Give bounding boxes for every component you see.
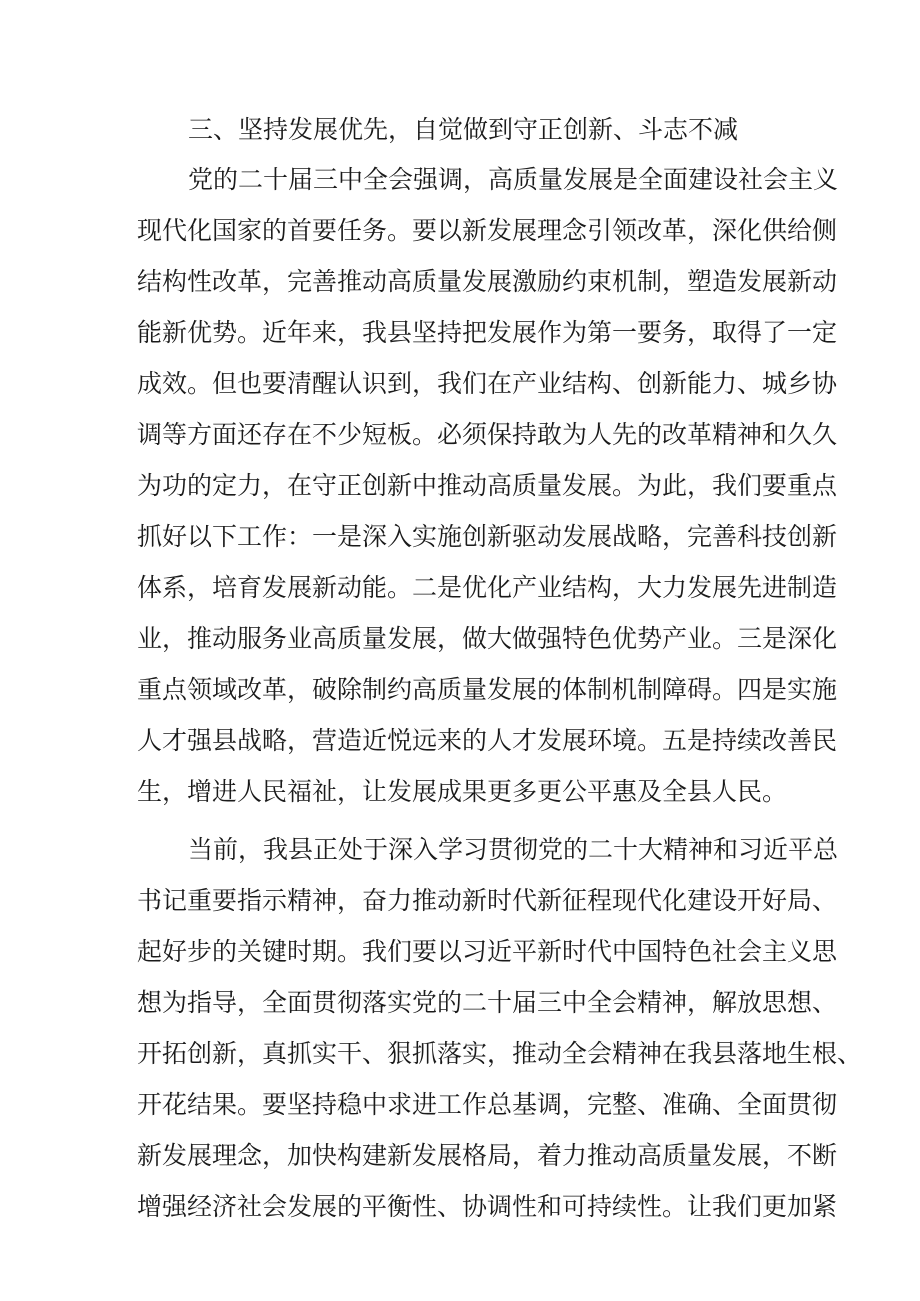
- paragraph-2-line-2: 书记重要指示精神，奋力推动新时代新征程现代化建设开好局、: [137, 886, 838, 915]
- paragraph-1-line-3: 结构性改革，完善推动高质量发展激励约束机制，塑造发展新动: [137, 267, 838, 296]
- paragraph-1-line-10: 业，推动服务业高质量发展，做大做强特色优势产业。三是深化: [137, 624, 838, 653]
- paragraph-1-line-9: 体系，培育发展新动能。二是优化产业结构，大力发展先进制造: [137, 573, 838, 602]
- paragraph-1-line-7: 为功的定力，在守正创新中推动高质量发展。为此，我们要重点: [137, 471, 838, 500]
- paragraph-2-line-3: 起好步的关键时期。我们要以习近平新时代中国特色社会主义思: [137, 937, 838, 966]
- paragraph-1-line-5: 成效。但也要清醒认识到，我们在产业结构、创新能力、城乡协: [137, 369, 838, 398]
- section-heading: 三、坚持发展优先，自觉做到守正创新、斗志不减: [188, 115, 739, 144]
- paragraph-1-line-1: 党的二十届三中全会强调，高质量发展是全面建设社会主义: [188, 165, 839, 194]
- paragraph-1-line-8: 抓好以下工作：一是深入实施创新驱动发展战略，完善科技创新: [137, 522, 838, 551]
- paragraph-2-line-8: 增强经济社会发展的平衡性、协调性和可持续性。让我们更加紧: [137, 1192, 838, 1221]
- paragraph-1-line-11: 重点领域改革，破除制约高质量发展的体制机制障碍。四是实施: [137, 675, 838, 704]
- paragraph-2-line-4: 想为指导，全面贯彻落实党的二十届三中全会精神，解放思想、: [137, 988, 838, 1017]
- paragraph-2-line-6: 开花结果。要坚持稳中求进工作总基调，完整、准确、全面贯彻: [137, 1090, 838, 1119]
- paragraph-1-line-6: 调等方面还存在不少短板。必须保持敢为人先的改革精神和久久: [137, 420, 838, 449]
- paragraph-2-line-5: 开拓创新，真抓实干、狠抓落实，推动全会精神在我县落地生根、: [137, 1039, 863, 1068]
- paragraph-1-line-13: 生，增进人民福祉，让发展成果更多更公平惠及全县人民。: [137, 777, 788, 806]
- paragraph-1-line-4: 能新优势。近年来，我县坚持把发展作为第一要务，取得了一定: [137, 318, 838, 347]
- paragraph-1-line-2: 现代化国家的首要任务。要以新发展理念引领改革，深化供给侧: [137, 216, 838, 245]
- paragraph-2-line-1: 当前，我县正处于深入学习贯彻党的二十大精神和习近平总: [188, 835, 839, 864]
- paragraph-2-line-7: 新发展理念，加快构建新发展格局，着力推动高质量发展，不断: [137, 1141, 838, 1170]
- paragraph-1-line-12: 人才强县战略，营造近悦远来的人才发展环境。五是持续改善民: [137, 726, 838, 755]
